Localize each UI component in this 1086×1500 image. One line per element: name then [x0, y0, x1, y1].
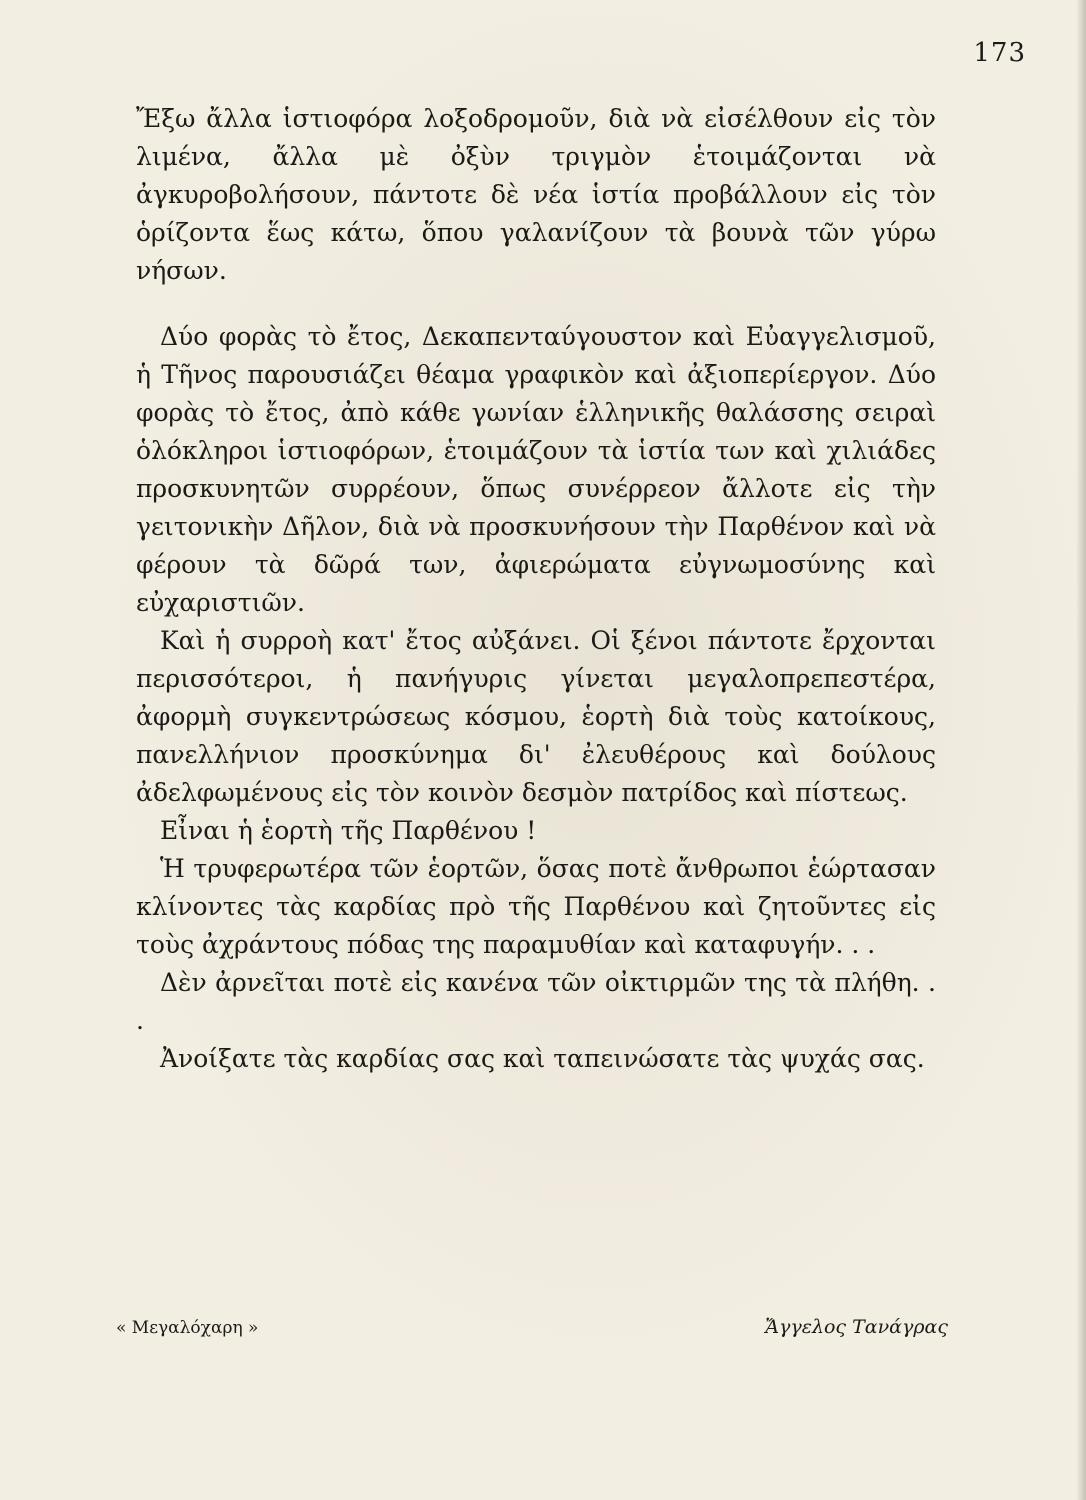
paragraph-mercy: Δὲν ἀρνεῖται ποτὲ εἰς κανένα τῶν οἰκτιρμῶν της τὰ πλήθη. . . [136, 968, 936, 1035]
source-title: « Μεγαλόχαρη » [116, 1318, 259, 1338]
paragraph-pilgrim-growth: Καὶ ἡ συρροὴ κατ' ἔτος αὐξάνει. Οἱ ξένοι πάντοτε ἔρχονται περισσότεροι, ἡ πανήγυρις γίνεται μεγαλοπρεπεστέρα, ἀφορμὴ συγκεντρώσεως κόσμου, ἑορτὴ διὰ τοὺς κατοίκους, πανελλήνιον προσκύνημα δι' ἐλευθέρους καὶ δούλους ἀδελφωμένους εἰς τὸν κοινὸν δεσμὸν πατρίδος καὶ πίστεως. [136, 626, 936, 807]
body-text [136, 100, 936, 1078]
paragraph-open-hearts: Ἀνοίξατε τὰς καρδίας σας καὶ ταπεινώσατε τὰς ψυχάς σας. [160, 1044, 925, 1073]
paragraph-harbor: Ἔξω ἄλλα ἱστιοφόρα λοξοδρομοῦν, διὰ νὰ εἰσέλθουν εἰς τὸν λιμένα, ἄλλα μὲ ὀξὺν τριγμὸν ἑτοιμάζονται νὰ ἀγκυροβολήσουν, πάντοτε δὲ νέα ἱστία προβάλλουν εἰς τὸν ὁρίζοντα ἕως κάτω, ὅπου γαλανίζουν τὰ βουνὰ τῶν γύρω νήσων. [136, 104, 936, 285]
page-edge-shadow [1076, 0, 1086, 1500]
paragraph-tinos-feast: Δύο φορὰς τὸ ἔτος, Δεκαπενταύγουστον καὶ Εὐαγγελισμοῦ, ἡ Τῆνος παρουσιάζει θέαμα γραφικὸν καὶ ἀξιοπερίεργον. Δύο φορὰς τὸ ἔτος, ἀπὸ κάθε γωνίαν ἑλληνικῆς θαλάσσης σειραὶ ὁλόκληροι ἱστιοφόρων, ἑτοιμάζουν τὰ ἱστία των καὶ χιλιάδες προσκυνητῶν συρρέουν, ὅπως συνέρρεον ἄλλοτε εἰς τὴν γειτονικὴν Δῆλον, διὰ νὰ προσκυνήσουν τὴν Παρθένον καὶ νὰ φέρουν τὰ δῶρά των, ἀφιερώματα εὐγνωμοσύνης καὶ εὐχαριστιῶν. [136, 322, 936, 617]
paragraph-tenderest-feast: Ἡ τρυφερωτέρα τῶν ἑορτῶν, ὅσας ποτὲ ἄνθρωποι ἑώρτασαν κλίνοντες τὰς καρδίας πρὸ τῆς Παρθένου καὶ ζητοῦντες εἰς τοὺς ἀχράντους πόδας της παραμυθίαν καὶ καταφυγήν. . . [136, 854, 936, 959]
page-number: 173 [973, 38, 1026, 68]
author-signature: Ἄγγελος Τανάγρας [765, 1316, 948, 1338]
paragraph-virgin-feast: Εἶναι ἡ ἑορτὴ τῆς Παρθένου ! [160, 816, 537, 845]
